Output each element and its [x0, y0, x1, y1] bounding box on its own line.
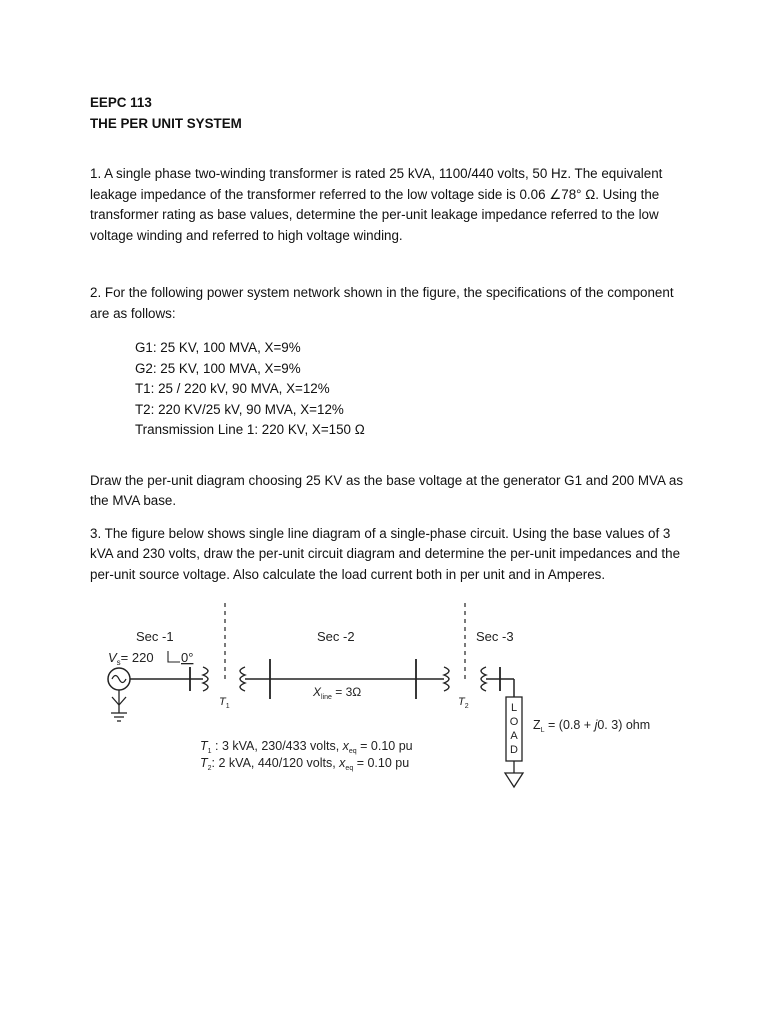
transformer-t1-icon [203, 667, 245, 691]
spec-t1: T1: 25 / 220 kV, 90 MVA, X=12% [135, 381, 330, 396]
load-letter-l: L [510, 702, 518, 714]
load-impedance-label: $Z_L = (0.8 + j0$. 3) ohm [533, 718, 651, 734]
spec-g1: G1: 25 KV, 100 MVA, X=9% [135, 340, 301, 355]
section-2-label: Sec -2 [317, 629, 355, 644]
document-page [90, 93, 690, 585]
course-code: EEPC 113 [90, 95, 152, 110]
angle-value: 0° [181, 650, 194, 665]
load-letter-o: O [509, 716, 519, 728]
load-letter-d: D [510, 744, 518, 756]
angle-symbol [168, 651, 180, 662]
single-line-diagram [100, 593, 680, 813]
load-letter-a: A [510, 730, 518, 742]
source-voltage-label: $V_s= 220$ [108, 650, 154, 667]
document-title: THE PER UNIT SYSTEM [90, 115, 242, 131]
load-ground-icon [505, 773, 523, 787]
t2-label: $T_2$ [458, 696, 469, 710]
spec-line: Transmission Line 1: 220 KV, X=150 Ω [135, 422, 365, 437]
section-1-label: Sec -1 [136, 629, 174, 644]
problem-2-task: Draw the per-unit diagram choosing 25 KV as the base voltage at the generator G1 and 200 MVA as the MVA base. [90, 472, 684, 508]
spec-g2: G2: 25 KV, 100 MVA, X=9% [135, 360, 301, 376]
problem-2-intro: 2. For the following power system network shown in the figure, the specifications of the component are as follows: [90, 285, 674, 321]
spec-t2: T2: 220 KV/25 kV, 90 MVA, X=12% [135, 401, 344, 417]
t2-spec-text: $T_2$: 2 kVA, 440/120 volts, $x_{eq} = 0.10$ pu [200, 756, 410, 772]
t1-label: $T_1$ [219, 696, 230, 710]
problem-1-text: 1. A single phase two-winding transformer is rated 25 kVA, 1100/440 volts, 50 Hz. The equivalent leakage impedance of the transformer referred to the low voltage side is 0.06 ∠78° Ω. Using the transformer rating as base values, determine the per-unit leakage impedance referred to the low voltage winding and referred to high voltage winding. [90, 166, 663, 243]
line-reactance-label: $X_{line} = 3\Omega$ [313, 685, 362, 701]
t1-spec-text: $T_1$ : 3 kVA, 230/433 volts, $x_{eq} = 0.10$ pu [200, 739, 413, 755]
sine-wave-icon [112, 676, 126, 683]
section-3-label: Sec -3 [476, 629, 514, 644]
component-spec-list [135, 338, 690, 441]
problem-3-text: 3. The figure below shows single line diagram of a single-phase circuit. Using the base values of 3 kVA and 230 volts, draw the per-unit circuit diagram and determine the per-unit impedances and the per-unit source voltage. Also calculate the load current both in per unit and in Amperes. [90, 525, 681, 582]
